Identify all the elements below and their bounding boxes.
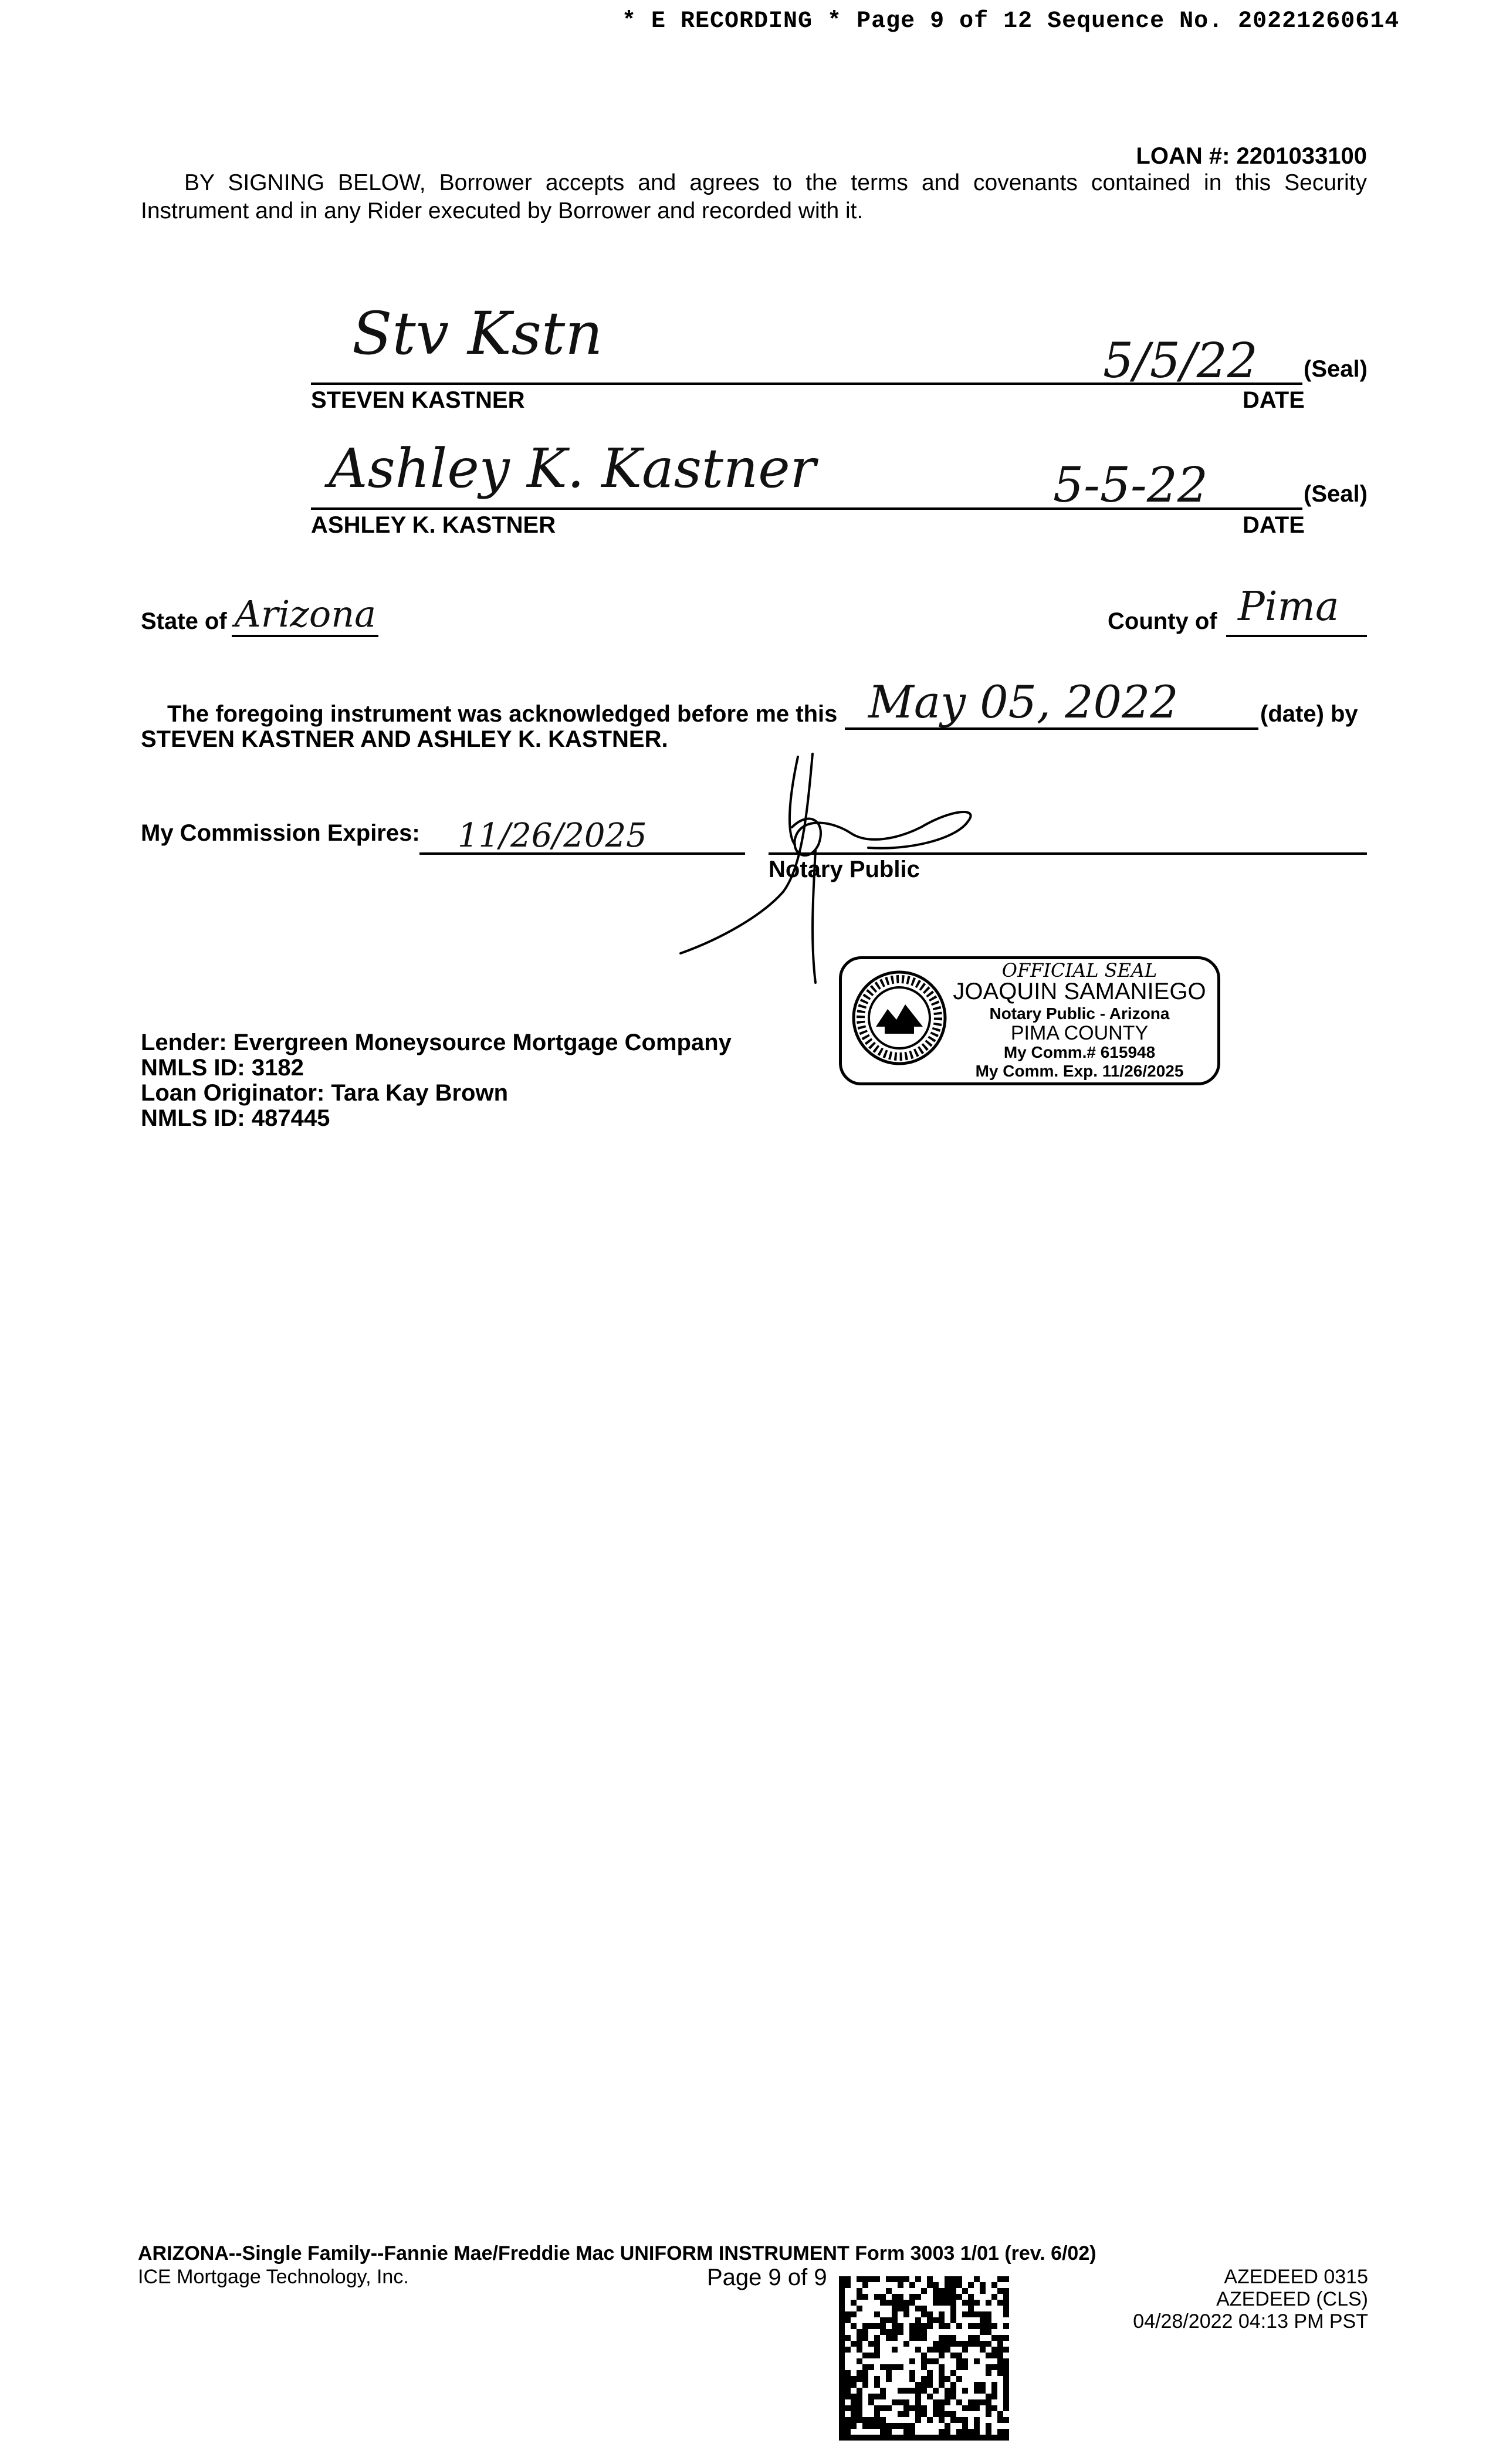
borrower-2-date-handwritten: 5-5-22 [1053,458,1209,513]
borrower-2-name: ASHLEY K. KASTNER [311,512,556,538]
recording-header: * E RECORDING * Page 9 of 12 Sequence No. 20221260614 [622,8,1400,35]
borrower-2-seal-label: (Seal) [1304,481,1368,507]
borrower-1-signature-line [311,383,1302,385]
borrower-1-date-handwritten: 5/5/22 [1103,333,1258,389]
lender-name: Lender: Evergreen Moneysource Mortgage Company [141,1030,732,1055]
commission-label: My Commission Expires: [141,820,420,846]
footer-page-number: Page 9 of 9 [707,2265,827,2290]
seal-line-1: Notary Public - Arizona [989,1004,1170,1023]
state-line [232,635,378,637]
footer-company: ICE Mortgage Technology, Inc. [138,2266,409,2288]
footer-code-2: AZEDEED (CLS) [1216,2288,1368,2310]
borrower-2-date-label: DATE [1243,512,1305,538]
footer-form-id: ARIZONA--Single Family--Fannie Mae/Freddie Mac UNIFORM INSTRUMENT Form 3003 1/01 (rev. 6/02) [138,2242,1096,2265]
barcode-icon [839,2276,1009,2441]
county-value: Pima [1238,584,1339,630]
originator-nmls: NMLS ID: 487445 [141,1105,330,1131]
lender-nmls: NMLS ID: 3182 [141,1055,304,1081]
borrower-1-signature: Stv Kstn [352,299,603,368]
borrower-1-date-label: DATE [1243,387,1305,413]
intro-paragraph: BY SIGNING BELOW, Borrower accepts and agrees to the terms and covenants contained in this Security Instrument and in any Rider executed by Borrower and recorded with it. [141,170,1367,224]
ack-suffix: (date) by [1260,701,1358,727]
ack-names: STEVEN KASTNER AND ASHLEY K. KASTNER. [141,726,668,752]
loan-number: LOAN #: 2201033100 [1136,143,1367,169]
commission-value: 11/26/2025 [458,817,647,855]
seal-notary-name: JOAQUIN SAMANIEGO [953,979,1206,1004]
seal-title: OFFICIAL SEAL [1001,959,1157,981]
notary-label: Notary Public [769,857,920,882]
loan-originator: Loan Originator: Tara Kay Brown [141,1080,508,1106]
borrower-1-name: STEVEN KASTNER [311,387,525,413]
borrower-2-signature: Ashley K. Kastner [329,437,816,500]
ack-prefix: The foregoing instrument was acknowledged before me this [167,701,838,727]
ack-date: May 05, 2022 [868,676,1179,728]
state-value: Arizona [235,593,377,635]
county-line [1226,635,1367,637]
state-seal-emblem [849,968,949,1068]
county-label: County of [1108,608,1217,634]
ack-date-line [845,727,1258,730]
seal-line-4: My Comm. Exp. 11/26/2025 [975,1062,1184,1080]
seal-line-2: PIMA COUNTY [1010,1022,1149,1044]
footer-timestamp: 04/28/2022 04:13 PM PST [1133,2310,1368,2333]
borrower-1-seal-label: (Seal) [1304,356,1368,382]
seal-line-3: My Comm.# 615948 [1003,1043,1156,1061]
state-label: State of [141,608,227,634]
footer-code-1: AZEDEED 0315 [1224,2266,1368,2288]
borrower-2-signature-line [311,507,1302,510]
